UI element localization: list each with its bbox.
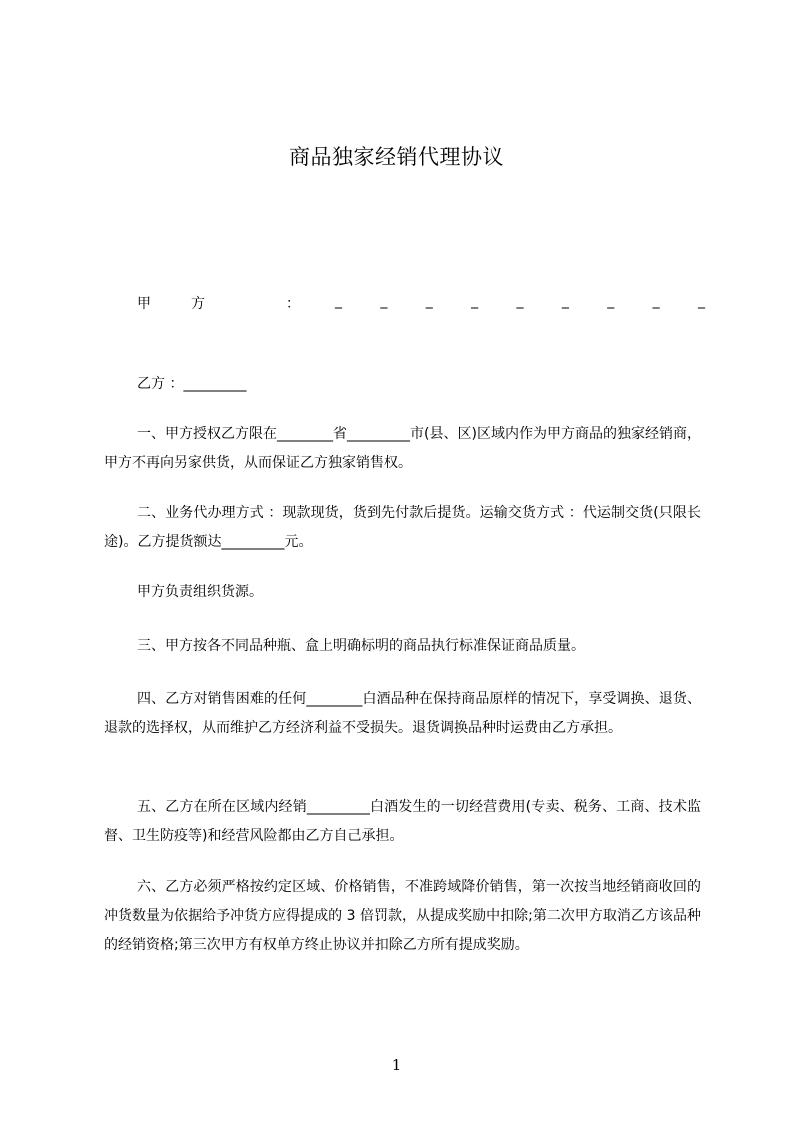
party-a-label-char2: 方 xyxy=(191,296,205,312)
blank-mark: _ xyxy=(516,293,524,309)
party-a-line xyxy=(137,293,705,315)
clause-2: 二、业务代办理方式 ：现款现货，货到先付款后提货。运输交货方式 ：代运制交货(只限长途)。乙方提货额达_________元。 xyxy=(104,505,701,550)
blank-mark: _ xyxy=(471,293,479,309)
document-title: 商品独家经销代理协议 xyxy=(289,145,504,169)
blank-mark: _ xyxy=(335,293,342,309)
blank-mark: _ xyxy=(380,293,388,309)
party-a-label-char1: 甲 xyxy=(137,296,151,312)
blank-mark: _ xyxy=(607,293,615,309)
clause-2-note: 甲方负责组织货源。 xyxy=(137,584,263,600)
party-b-line: 乙方 ：_________ xyxy=(137,376,247,392)
party-a-blanks xyxy=(335,293,705,309)
page-number: 1 xyxy=(391,1056,402,1074)
clause-4: 四、乙方对销售困难的任何________白酒品种在保持商品原样的情况下，享受调换、退货、退款的选择权，从而维护乙方经济利益不受损失。退货调换品种时运费由乙方承担。 xyxy=(104,691,701,736)
blank-mark: _ xyxy=(561,293,569,309)
clause-5: 五、乙方在所在区域内经销_________白酒发生的一切经营费用(专卖、税务、工商、技术监督、卫生防疫等)和经营风险都由乙方自己承担。 xyxy=(104,799,701,844)
blank-mark: _ xyxy=(652,293,660,309)
clause-6: 六、乙方必须严格按约定区域、价格销售，不准跨域降价销售，第一次按当地经销商收回的冲货数量为依据给予冲货方应得提成的 3 倍罚款，从提成奖励中扣除;第二次甲方取消乙方该品种的经销资格;第三次甲方有权单方终止协议并扣除乙方所有提成奖励。 xyxy=(104,879,701,953)
blank-mark: _ xyxy=(698,293,705,309)
party-a-colon: ： xyxy=(286,296,300,312)
clause-1: 一、甲方授权乙方限在________省_________市(县、区)区域内作为甲方商品的独家经销商，甲方不再向另家供货，从而保证乙方独家销售权。 xyxy=(104,426,701,471)
blank-mark: _ xyxy=(425,293,433,309)
clause-3: 三、甲方按各不同品种瓶、盒上明确标明的商品执行标准保证商品质量。 xyxy=(137,638,585,654)
